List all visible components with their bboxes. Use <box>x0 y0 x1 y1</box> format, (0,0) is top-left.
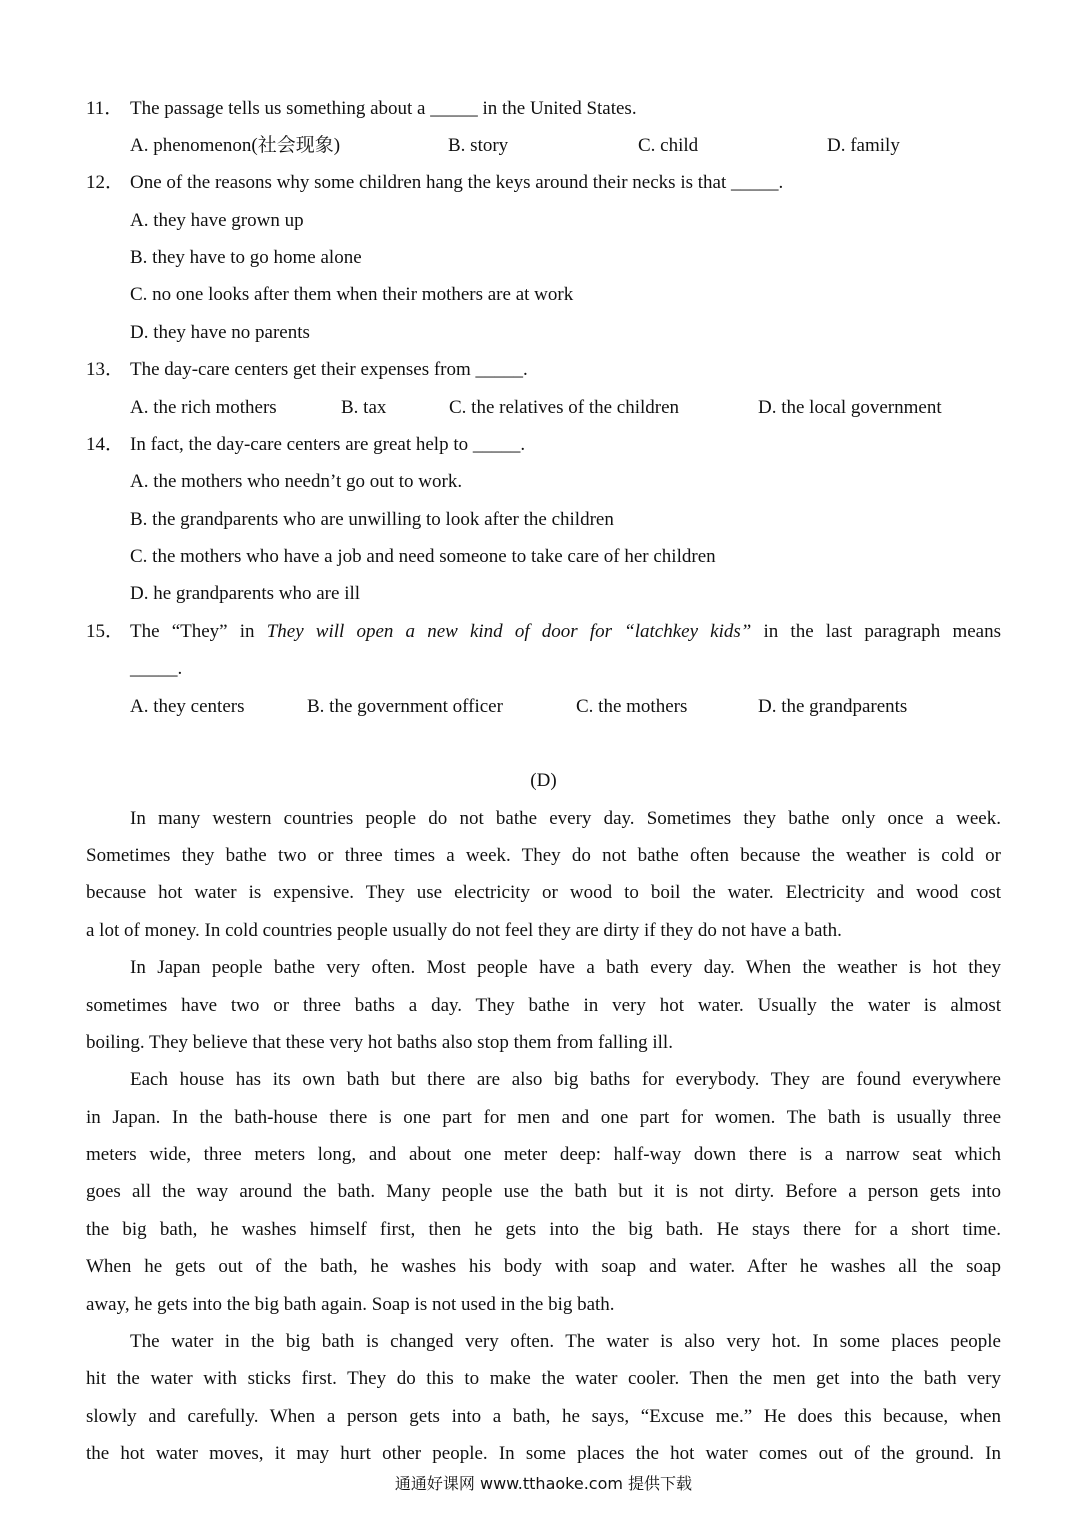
passage-line: Each house has its own bath but there are also big baths for everybody. They are found everywhere <box>130 1069 1001 1090</box>
passage-line: goes all the way around the bath. Many people use the bath but it is not dirty. Before a person gets into <box>86 1181 1001 1202</box>
option-d: D. he grandparents who are ill <box>130 583 361 604</box>
passage-line: In many western countries people do not bathe every day. Sometimes they bathe only once a week. <box>130 808 1001 829</box>
option-b: B. the grandparents who are unwilling to look after the children <box>130 509 614 530</box>
question-13 <box>0 358 1087 382</box>
question-number: 11． <box>86 98 124 119</box>
option-b: B. the government officer <box>307 696 503 717</box>
question-text <box>130 620 1001 644</box>
option-c: C. the relatives of the children <box>449 397 680 418</box>
passage-line: a lot of money. In cold countries people usually do not feel they are dirty if they do not have a bath. <box>86 920 842 941</box>
option-a: A. the rich mothers <box>130 397 277 418</box>
question-number: 15． <box>86 621 125 642</box>
passage-line: the hot water moves, it may hurt other people. In some places the hot water comes out of the ground. In <box>86 1443 1001 1464</box>
question-text-part: in the last paragraph means <box>751 621 1001 642</box>
option-d: D. the grandparents <box>758 696 908 717</box>
option-b: B. they have to go home alone <box>130 247 362 268</box>
question-15-options <box>0 695 1087 719</box>
passage-line: meters wide, three meters long, and about one meter deep: half-way down there is a narrow seat which <box>86 1144 1001 1165</box>
passage-line: slowly and carefully. When a person gets into a bath, he says, “Excuse me.” He does this because, when <box>86 1406 1001 1427</box>
question-text-part: The “They” in <box>130 621 267 642</box>
question-15 <box>0 620 1087 644</box>
passage-line: In Japan people bathe very often. Most people have a bath every day. When the weather is hot they <box>130 957 1001 978</box>
passage-line: boiling. They believe that these very hot baths also stop them from falling ill. <box>86 1032 673 1053</box>
question-11-options <box>0 134 1087 158</box>
question-text: One of the reasons why some children hang the keys around their necks is that _____. <box>130 172 784 193</box>
option-c: C. no one looks after them when their mothers are at work <box>130 284 574 305</box>
question-number: 14． <box>86 434 125 455</box>
question-15-blank: _____. <box>130 658 183 679</box>
passage-line: hit the water with sticks first. They do this to make the water cooler. Then the men get into the bath very <box>86 1368 1001 1389</box>
option-b: B. tax <box>341 397 387 418</box>
section-title: (D) <box>530 770 557 791</box>
question-11 <box>0 97 1087 121</box>
option-d: D. they have no parents <box>130 322 310 343</box>
question-text: In fact, the day-care centers are great help to _____. <box>130 434 526 455</box>
question-quote: They will open a new kind of door for “latchkey kids” <box>266 621 752 642</box>
question-14 <box>0 433 1087 457</box>
option-c: C. the mothers <box>576 696 688 717</box>
question-text: The day-care centers get their expenses from _____. <box>130 359 528 380</box>
question-12 <box>0 171 1087 195</box>
option-d: D. family <box>827 135 900 156</box>
option-d: D. the local government <box>758 397 942 418</box>
passage-line: in Japan. In the bath-house there is one part for men and one part for women. The bath is usually three <box>86 1107 1001 1128</box>
option-c: C. child <box>638 135 699 156</box>
option-a: A. phenomenon(社会现象) <box>130 135 341 156</box>
question-13-options <box>0 396 1087 420</box>
page-footer: 通通好课网 www.tthaoke.com 提供下载 <box>394 1474 693 1493</box>
question-number: 13． <box>86 359 125 380</box>
passage-line: The water in the big bath is changed very often. The water is also very hot. In some places people <box>130 1331 1001 1352</box>
passage-line: Sometimes they bathe two or three times a week. They do not bathe often because the weather is cold or <box>86 845 1001 866</box>
question-text: The passage tells us something about a _____ in the United States. <box>130 98 637 119</box>
passage-line: away, he gets into the big bath again. Soap is not used in the big bath. <box>86 1294 615 1315</box>
option-c: C. the mothers who have a job and need someone to take care of her children <box>130 546 716 567</box>
question-number: 12． <box>86 172 125 193</box>
passage-line: the big bath, he washes himself first, then he gets into the big bath. He stays there for a short time. <box>86 1219 1001 1240</box>
passage-line: because hot water is expensive. They use electricity or wood to boil the water. Electricity and wood cost <box>86 882 1001 903</box>
option-a: A. they have grown up <box>130 210 304 231</box>
option-a: A. they centers <box>130 696 245 717</box>
passage-line: When he gets out of the bath, he washes his body with soap and water. After he washes all the soap <box>86 1256 1001 1277</box>
option-a: A. the mothers who needn’t go out to work. <box>130 471 463 492</box>
option-b: B. story <box>448 135 509 156</box>
passage-line: sometimes have two or three baths a day. They bathe in very hot water. Usually the water is almost <box>86 995 1001 1016</box>
